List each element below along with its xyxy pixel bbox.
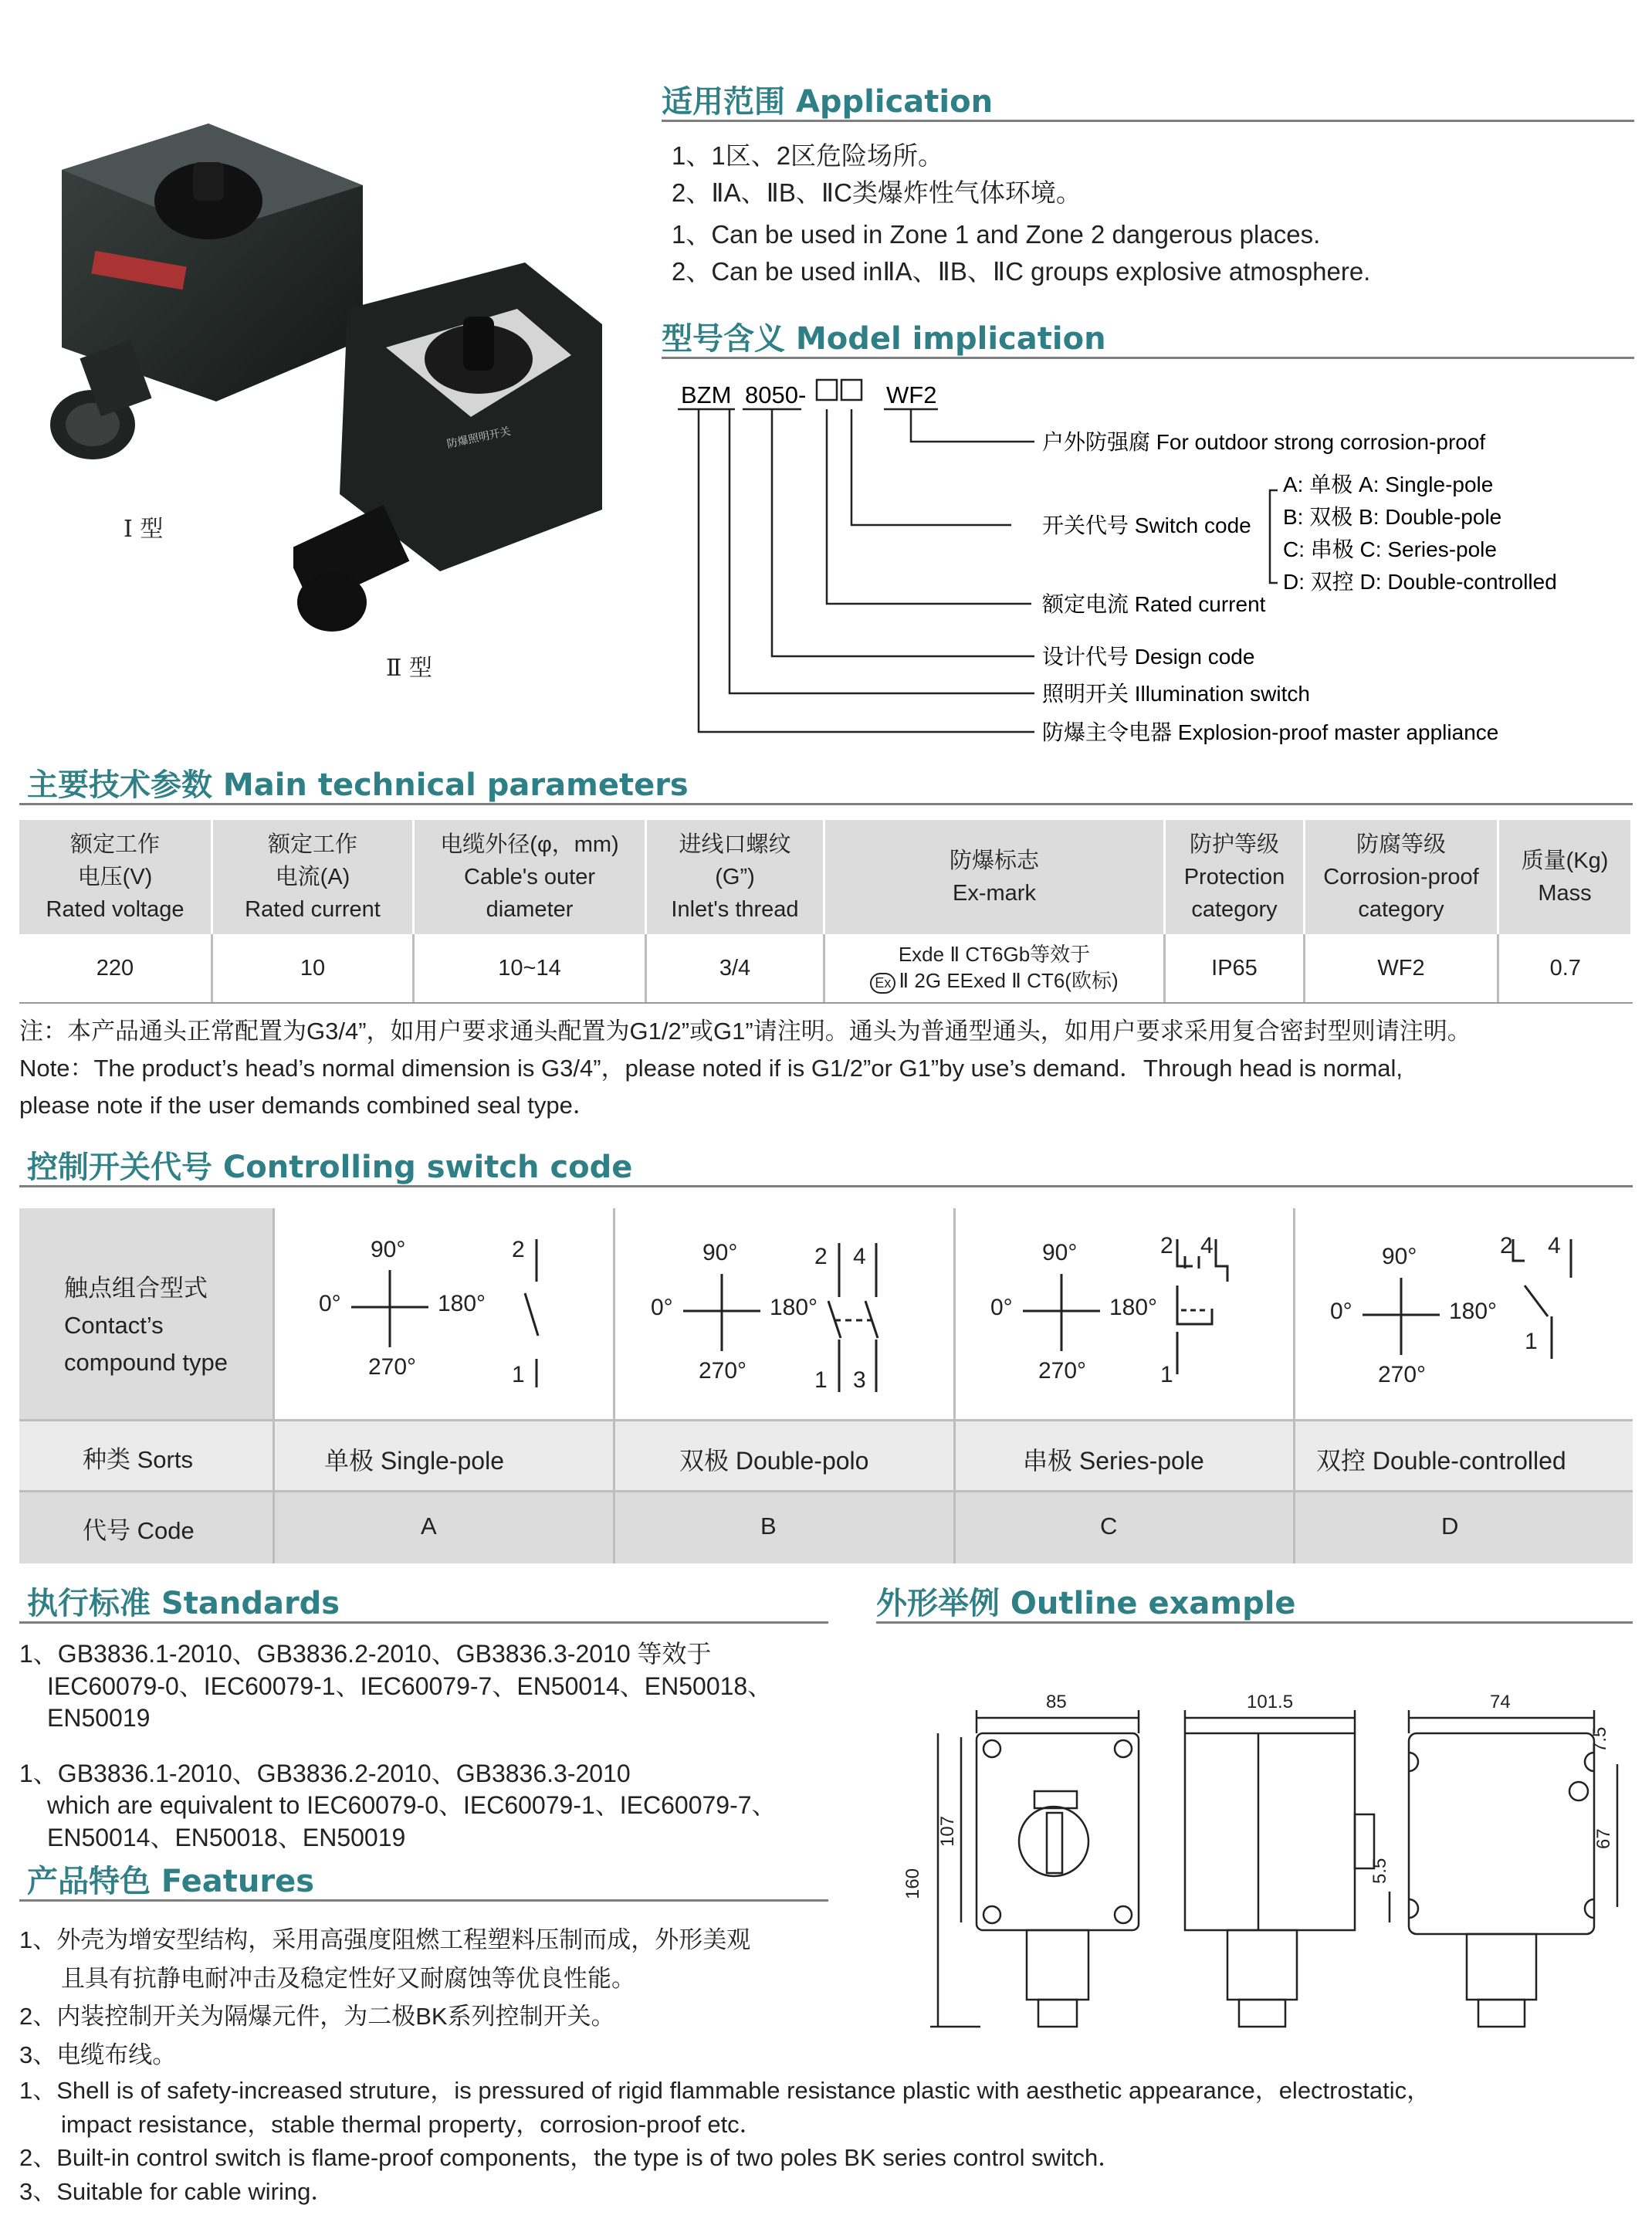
sorts-label: 种类 Sorts	[83, 1446, 193, 1473]
header-mass: 质量(Kg) Mass	[1498, 820, 1632, 934]
params-note: 注：本产品通头正常配置为G3/4”，如用户要求通头配置为G1/2”或G1”请注明。通头为普通型通头，如用户要求采用复合密封型则请注明。 Note：The product’s head’s normal dimension is G3/4”，please noted if is G1/2”or G1”by use’s demand．Through head is normal, please note if the user demands combined seal type．	[19, 1018, 1471, 1120]
outline-rule	[876, 1621, 1633, 1624]
application-line: 1、Can be used in Zone 1 and Zone 2 dangerous places.	[672, 219, 1321, 249]
params-title: 主要技术参数 Main technical parameters	[27, 767, 689, 803]
svg-text:2: 2	[814, 1244, 828, 1269]
svg-text:270°: 270°	[1038, 1358, 1087, 1384]
contact-diagrams	[19, 1208, 1633, 1421]
header-protection: 防护等级 Protection category	[1165, 820, 1305, 934]
switchcode-title: 控制开关代号 Controlling switch code	[27, 1150, 633, 1185]
diagram-d	[1330, 1233, 1561, 1387]
svg-text:270°: 270°	[368, 1354, 417, 1380]
outline-title: 外形举例 Outline example	[876, 1586, 1296, 1621]
params-value-row	[19, 934, 1632, 1002]
sort-d: 双控 Double-controlled	[1316, 1447, 1566, 1475]
code-label: 代号 Code	[83, 1517, 195, 1544]
header-cable: 电缆外径(φ，mm) Cable's outer diameter	[414, 820, 646, 934]
application-line: 2、ⅡA、ⅡB、ⅡC类爆炸性气体环境。	[672, 178, 1082, 207]
code-d: D	[1441, 1512, 1459, 1540]
model-label-switch: 开关代号 Switch code	[1042, 513, 1251, 537]
svg-text:2: 2	[512, 1237, 525, 1262]
value-current: 10	[212, 934, 414, 1002]
diagram-a	[319, 1237, 525, 1387]
svg-text:90°: 90°	[1042, 1240, 1078, 1265]
photo-label-type1: Ⅰ 型	[124, 516, 164, 543]
photo-face-text: 防爆照明开关	[445, 424, 512, 450]
switchcode-grid	[19, 1208, 1633, 1563]
svg-text:90°: 90°	[371, 1237, 406, 1262]
standards-title: 执行标准 Standards	[27, 1586, 340, 1621]
model-label-master: 防爆主令电器 Explosion-proof master appliance	[1042, 720, 1499, 744]
application-list	[672, 137, 1370, 290]
product-photo-type2	[293, 263, 618, 649]
svg-text:270°: 270°	[699, 1358, 747, 1384]
sort-b: 双极 Double-polo	[679, 1447, 869, 1475]
svg-text:2: 2	[1500, 1233, 1513, 1258]
dim-5-5: 5.5	[1369, 1858, 1390, 1884]
features-rule	[19, 1899, 828, 1902]
value-mass: 0.7	[1498, 934, 1632, 1002]
svg-text:3: 3	[853, 1367, 866, 1393]
value-corrosion: WF2	[1305, 934, 1498, 1002]
params-bottom-rule	[19, 1002, 1633, 1004]
dim-107: 107	[937, 1815, 958, 1847]
svg-text:4: 4	[1200, 1233, 1214, 1258]
value-exmark: Exde Ⅱ CT6Gb等效于 Ex Ⅱ 2G EExed Ⅱ CT6(欧标)	[824, 934, 1165, 1002]
svg-text:90°: 90°	[1382, 1244, 1417, 1269]
model-label-design: 设计代号 Design code	[1042, 645, 1255, 669]
svg-text:1: 1	[512, 1362, 525, 1387]
svg-text:2: 2	[1160, 1233, 1173, 1258]
photo-label-type2: Ⅱ 型	[386, 655, 432, 682]
header-current: 额定工作 电流(A) Rated current	[212, 820, 414, 934]
standards-rule	[19, 1621, 828, 1624]
dim-160: 160	[902, 1868, 923, 1899]
svg-text:180°: 180°	[1109, 1295, 1158, 1320]
svg-text:4: 4	[1548, 1233, 1561, 1258]
features-title: 产品特色 Features	[27, 1864, 315, 1899]
switchcode-rule	[19, 1185, 1633, 1187]
value-inlet: 3/4	[646, 934, 824, 1002]
switch-code-d: D: 双控 D: Double-controlled	[1283, 570, 1557, 594]
svg-text:0°: 0°	[651, 1295, 673, 1320]
model-label-wf2: 户外防强腐 For outdoor strong corrosion-proof	[1042, 430, 1486, 454]
params-table	[19, 820, 1633, 1002]
header-inlet: 进线口螺纹 (G”) Inlet's thread	[646, 820, 824, 934]
dim-67: 67	[1593, 1828, 1614, 1849]
code-b: B	[760, 1512, 777, 1540]
dim-101-5: 101.5	[1247, 1692, 1294, 1712]
ex-symbol-icon: Ex	[870, 973, 895, 994]
svg-text:1: 1	[1160, 1362, 1173, 1387]
svg-text:0°: 0°	[1330, 1299, 1352, 1324]
svg-text:180°: 180°	[1449, 1299, 1498, 1324]
contact-type-label: 触点组合型式 Contact’s compound type	[64, 1275, 228, 1377]
svg-text:4: 4	[853, 1244, 866, 1269]
model-code-bzm: BZM	[681, 381, 732, 408]
svg-text:1: 1	[1525, 1329, 1538, 1354]
model-title: 型号含义 Model implication	[662, 321, 1106, 357]
code-c: C	[1100, 1512, 1118, 1540]
header-corrosion: 防腐等级 Corrosion-proof category	[1305, 820, 1498, 934]
dim-74: 74	[1490, 1692, 1511, 1712]
svg-text:1: 1	[814, 1367, 828, 1393]
value-cable: 10~14	[414, 934, 646, 1002]
params-header-row	[19, 820, 1632, 934]
model-label-current: 额定电流 Rated current	[1042, 592, 1266, 616]
standards-list: 1、GB3836.1-2010、GB3836.2-2010、GB3836.3-2010 等效于 IEC60079-0、IEC60079-1、IEC60079-7、EN50014、EN50018、 EN50019 1、GB3836.1-2010、GB3836.2-2010、GB3836.3-2010 which are equivalent to IEC60079-0、IEC60079-1、IEC60079-7、 EN50014、EN50018、EN50019	[19, 1640, 777, 1851]
switch-code-a: A: 单极 A: Single-pole	[1283, 473, 1494, 496]
switch-code-c: C: 串极 C: Series-pole	[1283, 537, 1497, 561]
model-code-wf2: WF2	[886, 381, 937, 408]
value-protection: IP65	[1165, 934, 1305, 1002]
switch-code-b: B: 双极 B: Double-pole	[1283, 505, 1502, 529]
code-a: A	[421, 1512, 437, 1540]
svg-text:270°: 270°	[1378, 1362, 1427, 1387]
header-exmark: 防爆标志 Ex-mark	[824, 820, 1165, 934]
sort-c: 串极 Series-pole	[1023, 1447, 1204, 1475]
application-title: 适用范围 Application	[662, 84, 994, 120]
model-diagram	[672, 371, 1652, 749]
application-rule	[662, 120, 1634, 122]
dim-7-5: 7.5	[1589, 1726, 1610, 1753]
params-rule	[19, 803, 1633, 805]
features-list: 1、外壳为增安型结构，采用高强度阻燃工程塑料压制而成，外形美观 且具有抗静电耐冲击及稳定性好又耐腐蚀等优良性能。 2、内装控制开关为隔爆元件，为二极BK系列控制开关。 3、电缆布线。 1、Shell is of safety-increased struture，is pressured of rigid flammable resistance plastic with aesthetic appearance，electrostatic， impact resistance，stable thermal property，corrosion-proof etc． 2、Built-in control switch is flame-proof components，the type is of two poles BK series control switch． 3、Suitable for cable wiring．	[19, 1926, 1431, 2205]
value-voltage: 220	[19, 934, 212, 1002]
svg-text:180°: 180°	[770, 1295, 818, 1320]
application-line: 2、Can be used inⅡA、ⅡB、ⅡC groups explosive atmosphere.	[672, 256, 1371, 286]
model-code-8050: 8050-	[745, 381, 807, 408]
svg-text:0°: 0°	[319, 1291, 341, 1316]
dim-85: 85	[1046, 1692, 1067, 1712]
model-rule	[662, 357, 1634, 359]
svg-text:0°: 0°	[990, 1295, 1013, 1320]
svg-text:180°: 180°	[438, 1291, 486, 1316]
svg-text:90°: 90°	[702, 1240, 738, 1265]
sort-a: 单极 Single-pole	[324, 1447, 505, 1475]
header-voltage: 额定工作 电压(V) Rated voltage	[19, 820, 212, 934]
model-label-illumination: 照明开关 Illumination switch	[1042, 682, 1310, 706]
application-line: 1、1区、2区危险场所。	[672, 141, 944, 170]
